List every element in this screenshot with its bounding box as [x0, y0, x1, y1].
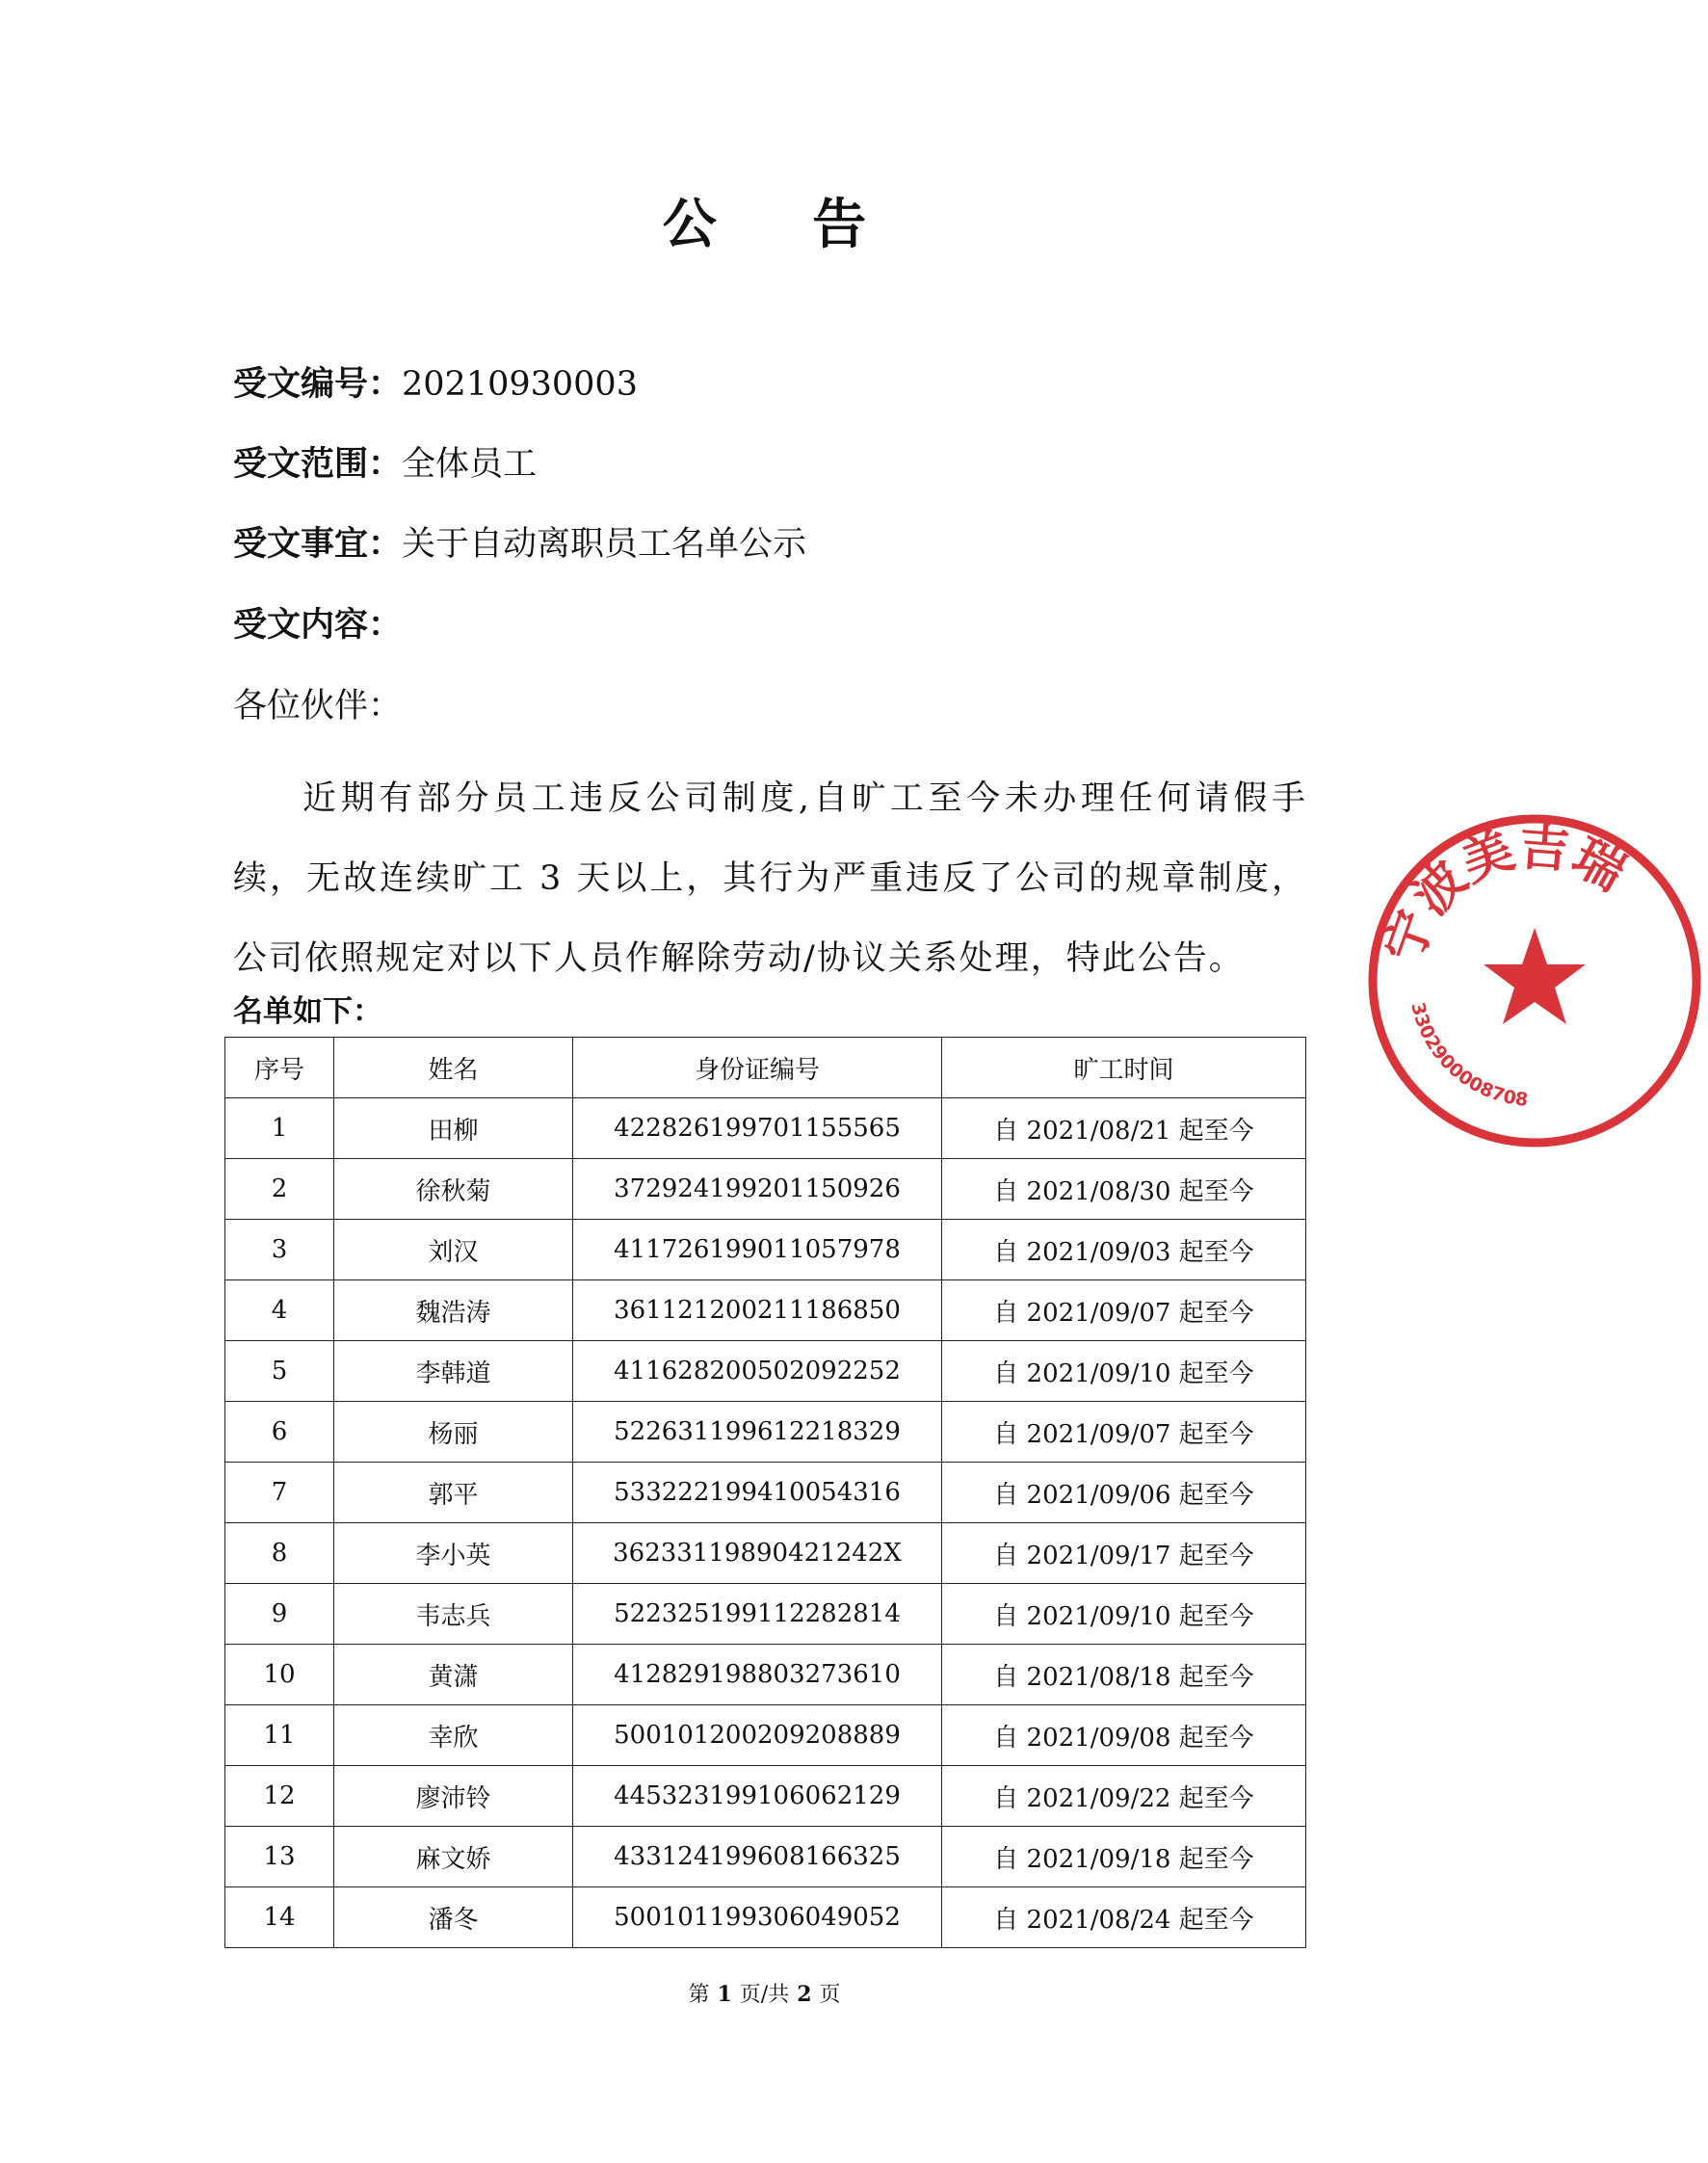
- cell-name: 郭平: [334, 1463, 573, 1523]
- seal-name-text: 宁波美吉瑞: [1374, 818, 1635, 970]
- cell-name: 刘汉: [334, 1220, 573, 1280]
- table-row: [225, 1827, 1306, 1887]
- cell-id-number: 372924199201150926: [573, 1159, 942, 1220]
- table-row: [225, 1887, 1306, 1948]
- seal-number-text: 3302900008708: [1406, 1000, 1530, 1111]
- footer-page-number: 1: [717, 1982, 732, 2007]
- page-footer: [0, 1979, 1529, 2011]
- footer-suffix: 页: [819, 1983, 841, 2007]
- cell-id-number: 411628200502092252: [573, 1341, 942, 1402]
- cell-name: 廖沛铃: [334, 1766, 573, 1827]
- cell-name: 李小英: [334, 1523, 573, 1584]
- salutation: 各位伙伴：: [233, 687, 403, 725]
- cell-id-number: 500101199306049052: [573, 1887, 942, 1948]
- company-seal-icon: [1361, 807, 1708, 1154]
- cell-absence-time: 自 2021/09/18 起至今: [942, 1827, 1306, 1887]
- table-row: [225, 1584, 1306, 1645]
- meta-row-scope: [233, 440, 537, 488]
- table-row: [225, 1402, 1306, 1463]
- cell-name: 幸欣: [334, 1705, 573, 1766]
- header-absence-time: 旷工时间: [942, 1038, 1306, 1098]
- cell-id-number: 412829198803273610: [573, 1645, 942, 1705]
- header-name: 姓名: [334, 1038, 573, 1098]
- cell-name: 田柳: [334, 1098, 573, 1159]
- table-row: [225, 1159, 1306, 1220]
- header-id-number: 身份证编号: [573, 1038, 942, 1098]
- cell-index: 11: [225, 1705, 334, 1766]
- cell-absence-time: 自 2021/09/06 起至今: [942, 1463, 1306, 1523]
- meta-value: 20210930003: [402, 365, 638, 404]
- table-row: [225, 1280, 1306, 1341]
- table-row: [225, 1220, 1306, 1280]
- meta-key: 受文编号：: [233, 365, 403, 404]
- cell-absence-time: 自 2021/09/03 起至今: [942, 1220, 1306, 1280]
- footer-middle: 页/共: [739, 1983, 790, 2007]
- header-index: 序号: [225, 1038, 334, 1098]
- table-row: [225, 1341, 1306, 1402]
- body-paragraph: 近期有部分员工违反公司制度,自旷工至今未办理任何请假手续，无故连续旷工 3 天以上，其行为严重违反了公司的规章制度，公司依照规定对以下人员作解除劳动/协议关系处理，特此公告。: [233, 779, 1307, 978]
- cell-name: 杨丽: [334, 1402, 573, 1463]
- cell-absence-time: 自 2021/08/18 起至今: [942, 1645, 1306, 1705]
- cell-absence-time: 自 2021/09/07 起至今: [942, 1280, 1306, 1341]
- footer-prefix: 第: [688, 1983, 710, 2007]
- cell-name: 韦志兵: [334, 1584, 573, 1645]
- cell-index: 10: [225, 1645, 334, 1705]
- table-row: [225, 1645, 1306, 1705]
- footer-total-pages: 2: [797, 1982, 812, 2007]
- meta-value: 关于自动离职员工名单公示: [402, 525, 807, 564]
- meta-key: 受文事宜：: [233, 525, 403, 564]
- employee-table: [224, 1037, 1306, 1948]
- cell-index: 14: [225, 1887, 334, 1948]
- cell-index: 7: [225, 1463, 334, 1523]
- cell-id-number: 433124199608166325: [573, 1827, 942, 1887]
- cell-index: 5: [225, 1341, 334, 1402]
- meta-value: 全体员工: [402, 445, 538, 484]
- cell-id-number: 522631199612218329: [573, 1402, 942, 1463]
- meta-row-content: [233, 601, 402, 649]
- cell-index: 8: [225, 1523, 334, 1584]
- cell-index: 1: [225, 1098, 334, 1159]
- cell-id-number: 533222199410054316: [573, 1463, 942, 1523]
- cell-index: 12: [225, 1766, 334, 1827]
- cell-absence-time: 自 2021/08/30 起至今: [942, 1159, 1306, 1220]
- meta-row-subject: [233, 520, 806, 568]
- cell-index: 4: [225, 1280, 334, 1341]
- cell-absence-time: 自 2021/09/22 起至今: [942, 1766, 1306, 1827]
- cell-index: 13: [225, 1827, 334, 1887]
- cell-absence-time: 自 2021/09/17 起至今: [942, 1523, 1306, 1584]
- table-row: [225, 1523, 1306, 1584]
- cell-index: 9: [225, 1584, 334, 1645]
- cell-absence-time: 自 2021/09/07 起至今: [942, 1402, 1306, 1463]
- cell-absence-time: 自 2021/09/10 起至今: [942, 1341, 1306, 1402]
- table-row: [225, 1098, 1306, 1159]
- cell-absence-time: 自 2021/08/21 起至今: [942, 1098, 1306, 1159]
- cell-index: 2: [225, 1159, 334, 1220]
- list-heading: 名单如下：: [233, 994, 382, 1029]
- meta-row-doc-number: [233, 360, 638, 409]
- cell-id-number: 36233119890421242X: [573, 1523, 942, 1584]
- cell-absence-time: 自 2021/09/08 起至今: [942, 1705, 1306, 1766]
- cell-index: 3: [225, 1220, 334, 1280]
- meta-key: 受文范围：: [233, 445, 403, 484]
- table-row: [225, 1705, 1306, 1766]
- page-title: 公 告: [662, 193, 906, 256]
- cell-absence-time: 自 2021/08/24 起至今: [942, 1887, 1306, 1948]
- cell-id-number: 361121200211186850: [573, 1280, 942, 1341]
- seal-star-icon: [1484, 928, 1586, 1024]
- cell-absence-time: 自 2021/09/10 起至今: [942, 1584, 1306, 1645]
- cell-name: 李韩道: [334, 1341, 573, 1402]
- cell-id-number: 522325199112282814: [573, 1584, 942, 1645]
- cell-id-number: 500101200209208889: [573, 1705, 942, 1766]
- cell-id-number: 422826199701155565: [573, 1098, 942, 1159]
- cell-id-number: 411726199011057978: [573, 1220, 942, 1280]
- cell-name: 徐秋菊: [334, 1159, 573, 1220]
- cell-index: 6: [225, 1402, 334, 1463]
- cell-name: 黄潇: [334, 1645, 573, 1705]
- meta-key: 受文内容：: [233, 606, 403, 645]
- table-header-row: [225, 1038, 1306, 1098]
- cell-name: 麻文娇: [334, 1827, 573, 1887]
- table-row: [225, 1766, 1306, 1827]
- cell-name: 潘冬: [334, 1887, 573, 1948]
- cell-id-number: 445323199106062129: [573, 1766, 942, 1827]
- cell-name: 魏浩涛: [334, 1280, 573, 1341]
- table-row: [225, 1463, 1306, 1523]
